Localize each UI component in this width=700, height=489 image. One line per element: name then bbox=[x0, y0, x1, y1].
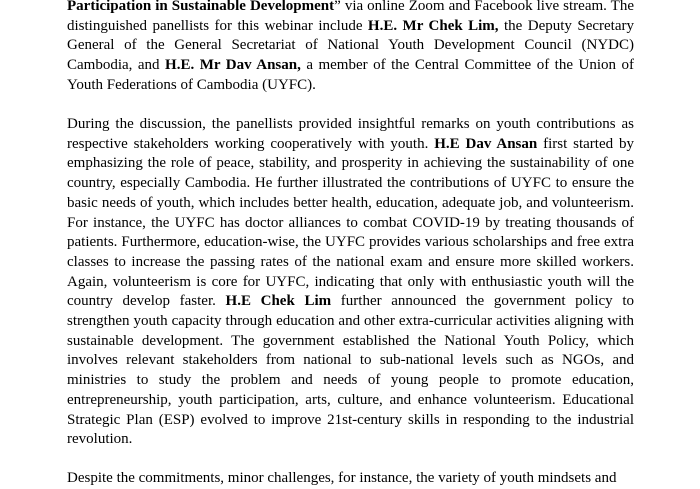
document-page bbox=[67, 0, 634, 489]
speaker-name: H.E Dav Ansan bbox=[434, 135, 538, 152]
text-segment: During the discussion, the panellists provided insightful remarks on youth contributions as respective stakeholders working cooperatively with youth. bbox=[67, 116, 634, 152]
panellist-name: H.E. Mr Chek Lim, bbox=[367, 17, 499, 34]
text-segment: a member of the Central Committee of the Union of Youth Federations of Cambodia (UYFC). bbox=[67, 57, 634, 93]
panellist-name: H.E. Mr Dav Ansan, bbox=[165, 57, 301, 74]
text-segment: the Deputy Secretary General of the General Secretariat of National Youth Development Council (NYDC) Cambodia, and bbox=[67, 17, 634, 74]
event-title-fragment: Participation in Sustainable Development bbox=[67, 0, 335, 14]
text-segment: first started by emphasizing the role of peace, stability, and prosperity in achieving the sustainability of one country, especially Cambodia. He further illustrated the contributions of UYFC to ensure the basic needs of youth, which includes better health, education, adequate job, and volunteerism. For instance, the UYFC has doctor alliances to combat COVID-19 by treating thousands of patients. Furthermore, education-wise, the UYFC provides various scholarships and free extra classes to increase the passing rates of the national exam and ensure more skilled workers. Again, volunteerism is core for UYFC, indicating that only with enthusiastic youth will the country develop faster. bbox=[67, 135, 634, 310]
text-segment: Despite the commitments, minor challenges, for instance, the variety of youth mindsets and bbox=[67, 470, 617, 487]
paragraph-challenges bbox=[67, 469, 634, 489]
paragraph-discussion bbox=[67, 115, 634, 450]
text-segment: further announced the government policy to strengthen youth capacity through education and other extra-curricular activities aligning with sustainable development. The government established the National Youth Policy, which involves relevant stakeholders from national to sub-national levels such as NGOs, and ministries to study the problem and needs of young people to promote education, entrepreneurship, youth participation, arts, culture, and enhance volunteerism. Educational Strategic Plan (ESP) evolved to improve 21st-century skills in responding to the industrial revolution. bbox=[67, 293, 635, 448]
paragraph-panellists bbox=[67, 0, 634, 96]
text-segment: ” via online Zoom and Facebook live stream. The distinguished panellists for this webinar include bbox=[67, 0, 634, 34]
speaker-name: H.E Chek Lim bbox=[225, 293, 332, 310]
